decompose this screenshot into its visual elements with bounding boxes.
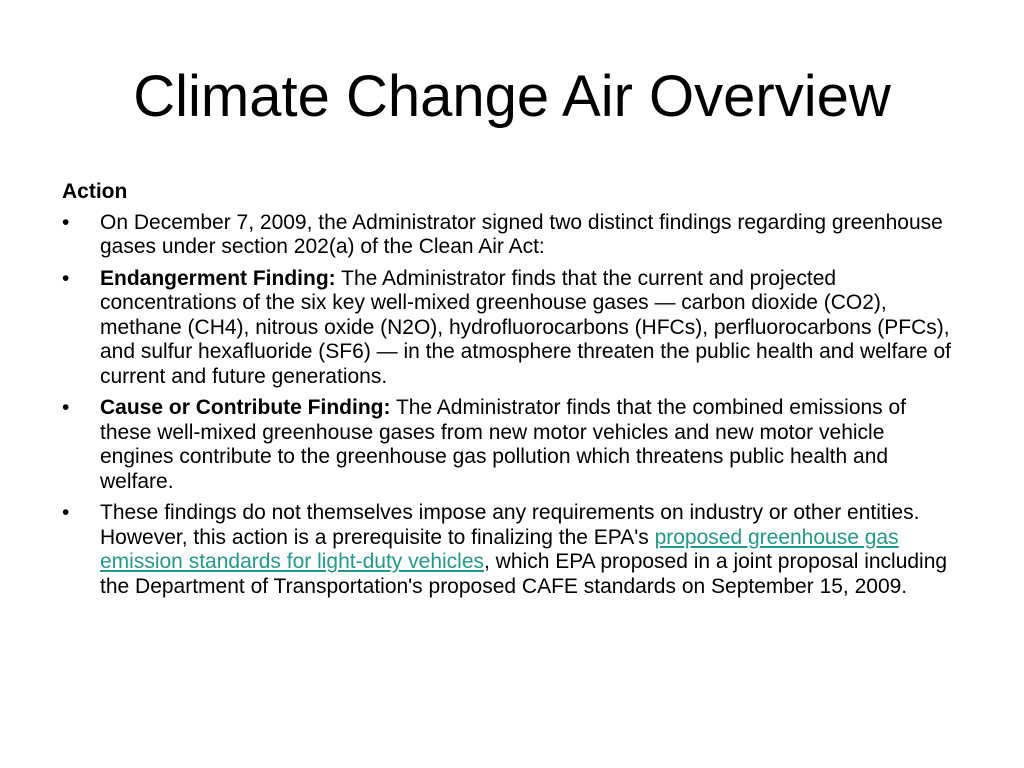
bullet-icon: • (62, 210, 70, 234)
slide-content (62, 180, 962, 606)
bullet-text: The Administrator finds that the current and projected concentrations of the six key well-mixed greenhouse gases — carbon dioxide (CO2), methane (CH4), nitrous oxide (N2O), hydrofluorocarbons (HFCs), perfluorocarbons (PFCs), and sulfur hexafluoride (SF6) — in the atmosphere threaten the public health and welfare of current and future generations. (100, 266, 952, 388)
bullet-icon: • (62, 396, 70, 419)
bullet-item-cause-contribute-finding (62, 396, 962, 494)
slide-title: Climate Change Air Overview (133, 64, 891, 129)
bullet-icon: • (62, 501, 70, 524)
bullet-lead: Cause or Contribute Finding: (100, 396, 391, 419)
bullet-item-findings-signed (62, 211, 962, 260)
bullet-list (62, 211, 962, 600)
bullet-text-after-link: , which EPA proposed in a joint proposal including the Department of Transportation's proposed CAFE standards on September 15, 2009. (100, 550, 948, 598)
bullet-text-before-link: These findings do not themselves impose any requirements on industry or other entities. However, this action is a prerequisite to finalizing the EPA's (100, 501, 920, 549)
bullet-item-prerequisite (62, 501, 962, 599)
bullet-text: On December 7, 2009, the Administrator signed two distinct findings regarding greenhouse gases under section 202(a) of the Clean Air Act: (100, 210, 943, 258)
proposed-standards-link[interactable]: proposed greenhouse gas emission standards for light-duty vehicles (100, 525, 899, 573)
bullet-icon: • (62, 266, 70, 290)
bullet-lead: Endangerment Finding: (100, 266, 336, 290)
bullet-item-endangerment-finding (62, 267, 962, 390)
section-heading: Action (62, 180, 128, 203)
bullet-text: The Administrator finds that the combined emissions of these well-mixed greenhouse gases from new motor vehicles and new motor vehicle engines contribute to the greenhouse gas pollution which threatens public health and welfare. (100, 396, 907, 493)
